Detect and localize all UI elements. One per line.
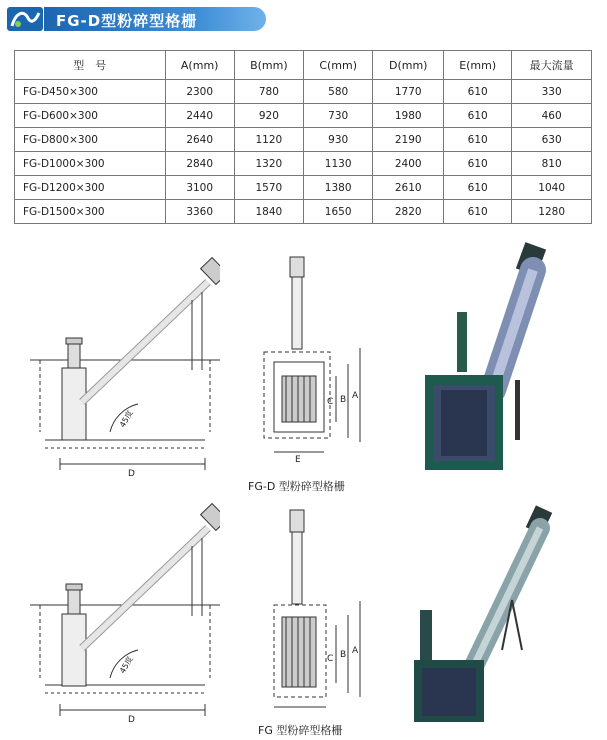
machine-photo-bottom xyxy=(402,500,600,730)
title-banner xyxy=(44,7,266,31)
front-view-diagram-bottom xyxy=(252,505,367,715)
model-cell: FG-D1000×300 xyxy=(15,152,166,176)
value-cell: 730 xyxy=(303,104,372,128)
value-cell: 1380 xyxy=(303,176,372,200)
value-cell: 610 xyxy=(444,200,512,224)
value-cell: 920 xyxy=(234,104,303,128)
table-row xyxy=(15,176,592,200)
value-cell: 2820 xyxy=(373,200,444,224)
table-row xyxy=(15,200,592,224)
dim-e-label: E xyxy=(295,455,301,465)
dim-d-label: D xyxy=(128,469,135,479)
value-cell: 610 xyxy=(444,176,512,200)
value-cell: 2300 xyxy=(165,80,234,104)
table-row xyxy=(15,128,592,152)
caption-top: FG-D 型粉碎型格栅 xyxy=(248,480,345,493)
model-cell: FG-D800×300 xyxy=(15,128,166,152)
value-cell: 2610 xyxy=(373,176,444,200)
dim-d-label-2: D xyxy=(128,715,135,725)
value-cell: 580 xyxy=(303,80,372,104)
value-cell: 2440 xyxy=(165,104,234,128)
angle-label: 45度 xyxy=(117,408,135,429)
header xyxy=(6,4,266,34)
value-cell: 2840 xyxy=(165,152,234,176)
value-cell: 1320 xyxy=(234,152,303,176)
col-model: 型 号 xyxy=(15,51,166,80)
value-cell: 460 xyxy=(512,104,592,128)
company-logo xyxy=(6,4,46,34)
model-cell: FG-D600×300 xyxy=(15,104,166,128)
caption-bottom: FG 型粉碎型格栅 xyxy=(258,724,343,737)
col-e: E(mm) xyxy=(444,51,512,80)
dim-c-label: C xyxy=(327,397,334,407)
value-cell: 1130 xyxy=(303,152,372,176)
col-d: D(mm) xyxy=(373,51,444,80)
table-body xyxy=(15,80,592,224)
value-cell: 610 xyxy=(444,152,512,176)
value-cell: 610 xyxy=(444,80,512,104)
angle-label-2: 45度 xyxy=(117,654,135,675)
model-cell: FG-D1500×300 xyxy=(15,200,166,224)
table-row xyxy=(15,80,592,104)
value-cell: 1280 xyxy=(512,200,592,224)
table-row xyxy=(15,152,592,176)
dim-b-label-2: B xyxy=(340,650,347,660)
col-c: C(mm) xyxy=(303,51,372,80)
col-b: B(mm) xyxy=(234,51,303,80)
value-cell: 610 xyxy=(444,104,512,128)
value-cell: 3100 xyxy=(165,176,234,200)
value-cell: 810 xyxy=(512,152,592,176)
value-cell: 1770 xyxy=(373,80,444,104)
table-header-row xyxy=(15,51,592,80)
value-cell: 780 xyxy=(234,80,303,104)
value-cell: 630 xyxy=(512,128,592,152)
value-cell: 2640 xyxy=(165,128,234,152)
machine-photo-top xyxy=(405,240,600,485)
col-a: A(mm) xyxy=(165,51,234,80)
dim-b-label: B xyxy=(340,395,347,405)
dim-c-label-2: C xyxy=(327,654,334,664)
dim-a-label: A xyxy=(352,391,359,401)
model-cell: FG-D1200×300 xyxy=(15,176,166,200)
value-cell: 1840 xyxy=(234,200,303,224)
table-row xyxy=(15,104,592,128)
value-cell: 1980 xyxy=(373,104,444,128)
value-cell: 1650 xyxy=(303,200,372,224)
spec-table xyxy=(14,50,592,224)
dim-a-label-2: A xyxy=(352,646,359,656)
value-cell: 330 xyxy=(512,80,592,104)
value-cell: 2190 xyxy=(373,128,444,152)
value-cell: 610 xyxy=(444,128,512,152)
page-title: FG-D型粉碎型格栅 xyxy=(56,12,198,30)
side-view-diagram-bottom xyxy=(30,500,220,725)
value-cell: 2400 xyxy=(373,152,444,176)
value-cell: 1570 xyxy=(234,176,303,200)
model-cell: FG-D450×300 xyxy=(15,80,166,104)
value-cell: 1040 xyxy=(512,176,592,200)
value-cell: 3360 xyxy=(165,200,234,224)
front-view-diagram-top xyxy=(252,252,367,467)
col-flow: 最大流量 xyxy=(512,51,592,80)
side-view-diagram-top xyxy=(30,252,220,482)
value-cell: 930 xyxy=(303,128,372,152)
value-cell: 1120 xyxy=(234,128,303,152)
